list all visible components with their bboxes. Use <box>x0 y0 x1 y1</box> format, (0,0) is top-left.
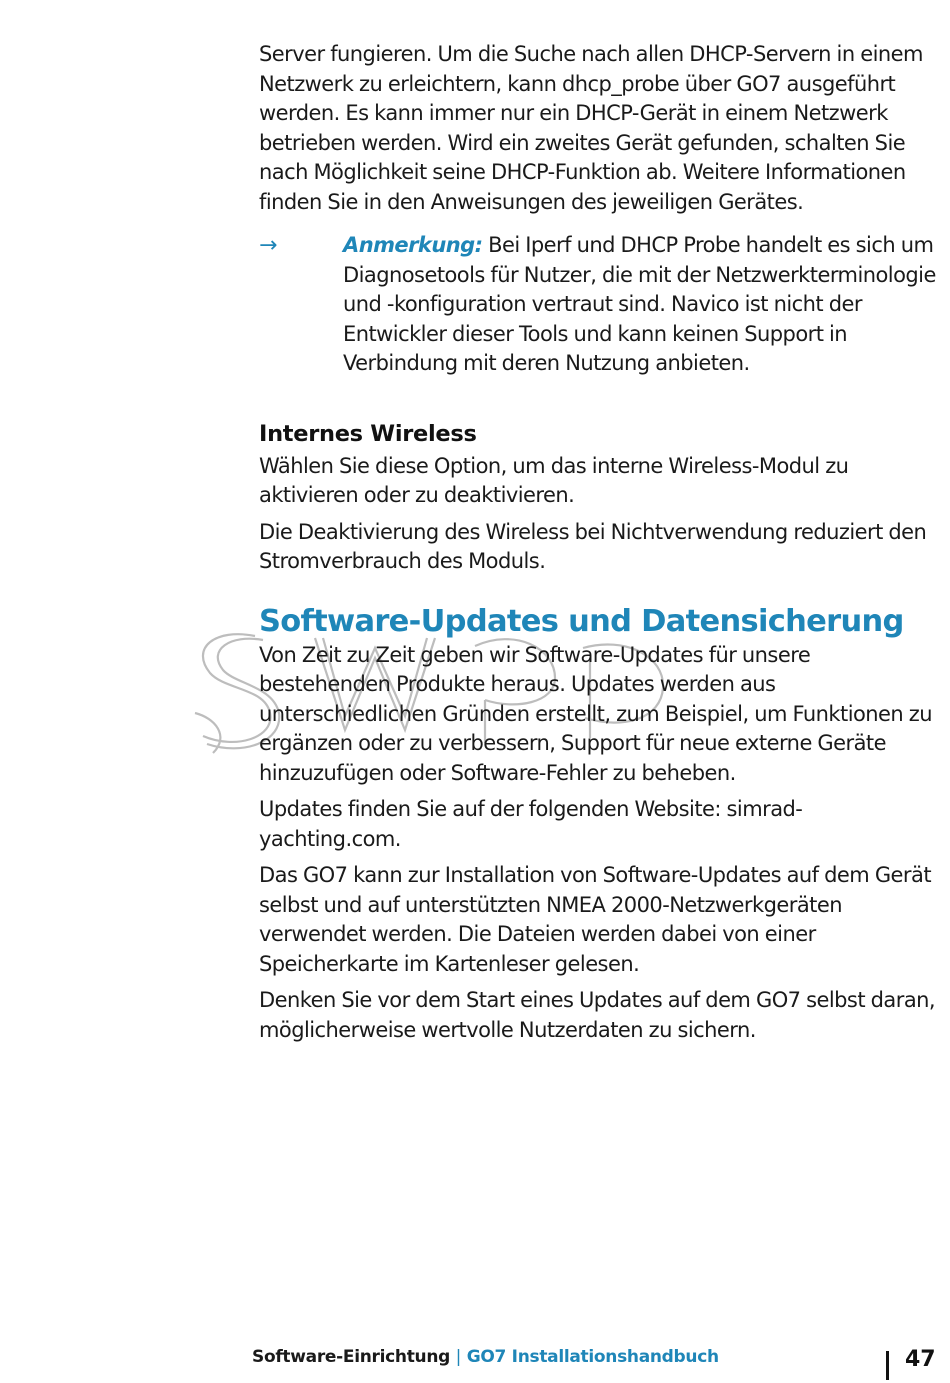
arrow-right-icon: → <box>259 233 278 258</box>
wireless-paragraph: Wählen Sie diese Option, um das interne Wireless-Modul zu aktivieren oder zu deaktivieren. <box>259 453 849 507</box>
note-text: Bei Iperf und DHCP Probe handelt es sich um Diagnosetools für Nutzer, die mit der Netzwerkterminologie und -konfiguration vertraut sind. Navico ist nicht der Entwickler dieser Tools und kann keinen Support in Verbindung mit deren Nutzung anbieten. <box>343 233 936 375</box>
note-label: Anmerkung: <box>343 233 483 257</box>
software-updates-paragraph: Von Zeit zu Zeit geben wir Software-Updates für unsere bestehenden Produkte heraus. Updates werden aus unterschiedlichen Gründen erstellt, zum Beispiel, um Funktionen zu ergänzen oder zu verbessern, Support für neue externe Geräte hinzuzufügen oder Software-Fehler zu beheben. <box>259 642 933 785</box>
page-footer <box>0 1345 950 1381</box>
note-paragraph <box>343 231 939 379</box>
note-block <box>259 231 939 379</box>
page-content <box>259 40 939 1045</box>
wireless-paragraph: Die Deaktivierung des Wireless bei Nichtverwendung reduziert den Stromverbrauch des Moduls. <box>259 519 927 573</box>
page-number: 47 <box>905 1347 936 1372</box>
software-updates-paragraph: Das GO7 kann zur Installation von Software-Updates auf dem Gerät selbst und auf unterstützten NMEA 2000-Netzwerkgeräten verwendet werden. Die Dateien werden dabei von einer Speicherkarte im Kartenleser gelesen. <box>259 863 932 976</box>
footer-title <box>252 1347 719 1367</box>
footer-divider <box>886 1351 889 1380</box>
footer-separator: | <box>455 1347 462 1367</box>
footer-section: Software-Einrichtung <box>252 1347 451 1367</box>
wireless-heading: Internes Wireless <box>259 420 477 447</box>
software-updates-paragraph: Denken Sie vor dem Start eines Updates auf dem GO7 selbst daran, möglicherweise wertvolle Nutzerdaten zu sichern. <box>259 988 936 1042</box>
intro-paragraph: Server fungieren. Um die Suche nach allen DHCP-Servern in einem Netzwerk zu erleichtern, kann dhcp_probe über GO7 ausgeführt werden. Es kann immer nur ein DHCP-Gerät in einem Netzwerk betrieben werden. Wird ein zweites Gerät gefunden, schalten Sie nach Möglichkeit seine DHCP-Funktion ab. Weitere Informationen finden Sie in den Anweisungen des jeweiligen Gerätes. <box>259 42 923 214</box>
software-updates-heading: Software-Updates und Datensicherung <box>259 603 904 639</box>
footer-book-title: GO7 Installationshandbuch <box>466 1347 719 1367</box>
software-updates-paragraph: Updates finden Sie auf der folgenden Website: simrad-yachting.com. <box>259 797 803 851</box>
